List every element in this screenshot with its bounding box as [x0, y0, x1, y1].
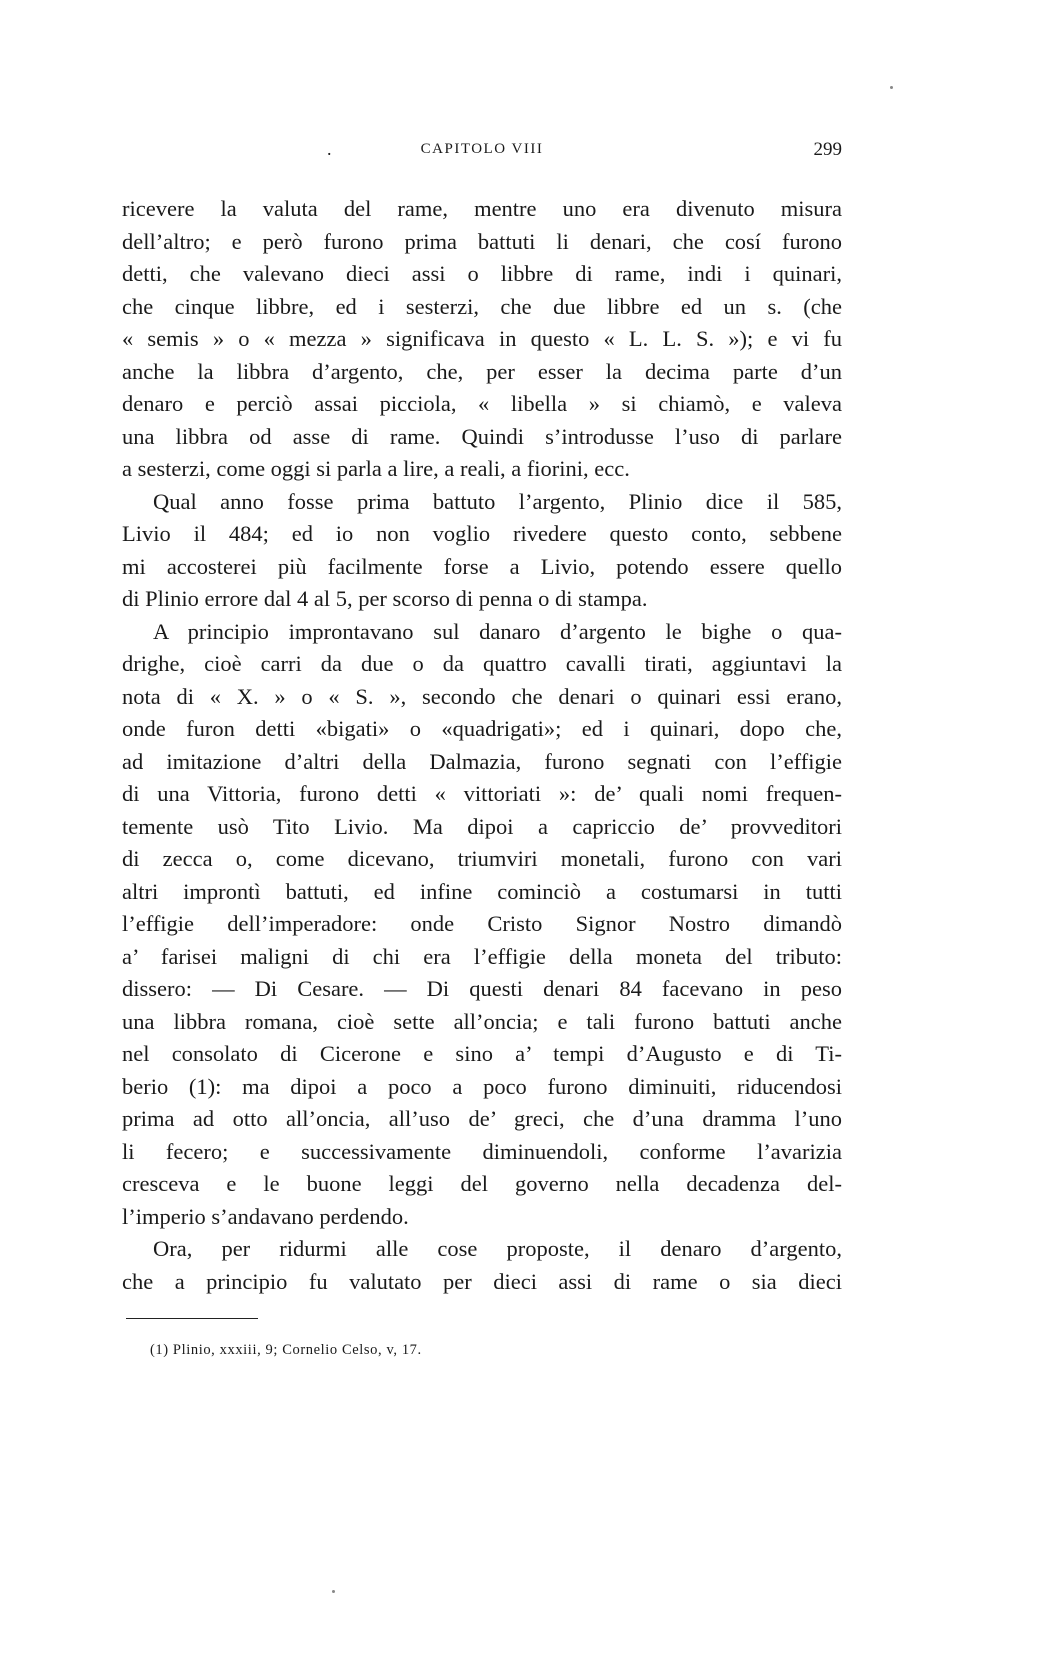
header-dot: .	[327, 139, 332, 159]
text-line: mi accosterei più facilmente forse a Livio, potendo essere quello	[122, 553, 842, 579]
text-line: una libbra romana, cioè sette all’oncia; e tali furono battuti anche	[122, 1008, 842, 1034]
body-text	[122, 193, 842, 1298]
text-line: dell’altro; e però furono prima battuti li denari, che cosí furono	[122, 228, 842, 254]
text-line: drighe, cioè carri da due o da quattro cavalli tirati, aggiuntavi la	[122, 651, 842, 676]
text-line: li fecero; e successivamente diminuendoli, conforme l’avarizia	[122, 1138, 842, 1164]
footnote: (1) Plinio, xxxiii, 9; Cornelio Celso, v, 17.	[150, 1342, 422, 1358]
text-line: di Plinio errore dal 4 al 5, per scorso di penna o di stampa.	[122, 586, 648, 611]
text-line: Livio il 484; ed io non voglio rivedere questo conto, sebbene	[122, 521, 842, 546]
paper-speck	[890, 86, 893, 89]
chapter-title: CAPITOLO VIII	[420, 141, 544, 157]
text-line: ricevere la valuta del rame, mentre uno era divenuto misura	[122, 196, 842, 221]
text-line: di zecca o, come dicevano, triumviri monetali, furono con vari	[122, 846, 842, 871]
text-line: prima ad otto all’oncia, all’uso de’ greci, che d’una dramma l’uno	[122, 1106, 842, 1131]
text-line: che cinque libbre, ed i sesterzi, che due libbre ed un s. (che	[122, 293, 842, 319]
text-line: denaro e perciò assai picciola, « libella » si chiamò, e valeva	[122, 391, 842, 416]
text-line: nota di « X. » o « S. », secondo che denari o quinari essi erano,	[122, 683, 842, 709]
text-line: l’imperio s’andavano perdendo.	[122, 1203, 409, 1229]
text-line: altri improntì battuti, ed infine cominciò a costumarsi in tutti	[122, 878, 842, 904]
text-line: anche la libbra d’argento, che, per esser la decima parte d’un	[122, 358, 842, 384]
text-line: temente usò Tito Livio. Ma dipoi a capriccio de’ provveditori	[122, 813, 842, 839]
text-line: di una Vittoria, furono detti « vittoriati »: de’ quali nomi frequen-	[122, 781, 842, 806]
footnote-rule	[126, 1318, 258, 1319]
paragraph-start-line: Qual anno fosse prima battuto l’argento, Plinio dice il 585,	[153, 488, 842, 514]
text-line: una libbra od asse di rame. Quindi s’introdusse l’uso di parlare	[122, 423, 842, 449]
text-line: berio (1): ma dipoi a poco a poco furono diminuiti, riducendosi	[122, 1073, 842, 1099]
text-line: « semis » o « mezza » significava in questo « L. L. S. »); e vi fu	[122, 326, 842, 351]
running-head	[122, 141, 842, 165]
text-line: che a principio fu valutato per dieci assi di rame o sia dieci	[122, 1268, 842, 1294]
text-line: dissero: — Di Cesare. — Di questi denari 84 facevano in peso	[122, 976, 842, 1001]
text-line: a’ farisei maligni di chi era l’effigie della moneta del tributo:	[122, 943, 842, 969]
paper-speck	[332, 1590, 335, 1593]
text-line: detti, che valevano dieci assi o libbre di rame, indi i quinari,	[122, 261, 842, 286]
text-line: onde furon detti «bigati» o «quadrigati»; ed i quinari, dopo che,	[122, 716, 842, 741]
text-line: nel consolato di Cicerone e sino a’ tempi d’Augusto e di Ti-	[122, 1041, 842, 1066]
paragraph-start-line: A principio improntavano sul danaro d’argento le bighe o qua-	[153, 618, 842, 644]
text-line: a sesterzi, come oggi si parla a lire, a reali, a fiorini, ecc.	[122, 456, 630, 481]
text-line: cresceva e le buone leggi del governo nella decadenza del-	[122, 1171, 842, 1196]
text-line: l’effigie dell’imperadore: onde Cristo Signor Nostro dimandò	[122, 911, 842, 936]
text-line: ad imitazione d’altri della Dalmazia, furono segnati con l’effigie	[122, 748, 842, 774]
paragraph-start-line: Ora, per ridurmi alle cose proposte, il denaro d’argento,	[153, 1236, 842, 1261]
page-number: 299	[813, 139, 842, 160]
